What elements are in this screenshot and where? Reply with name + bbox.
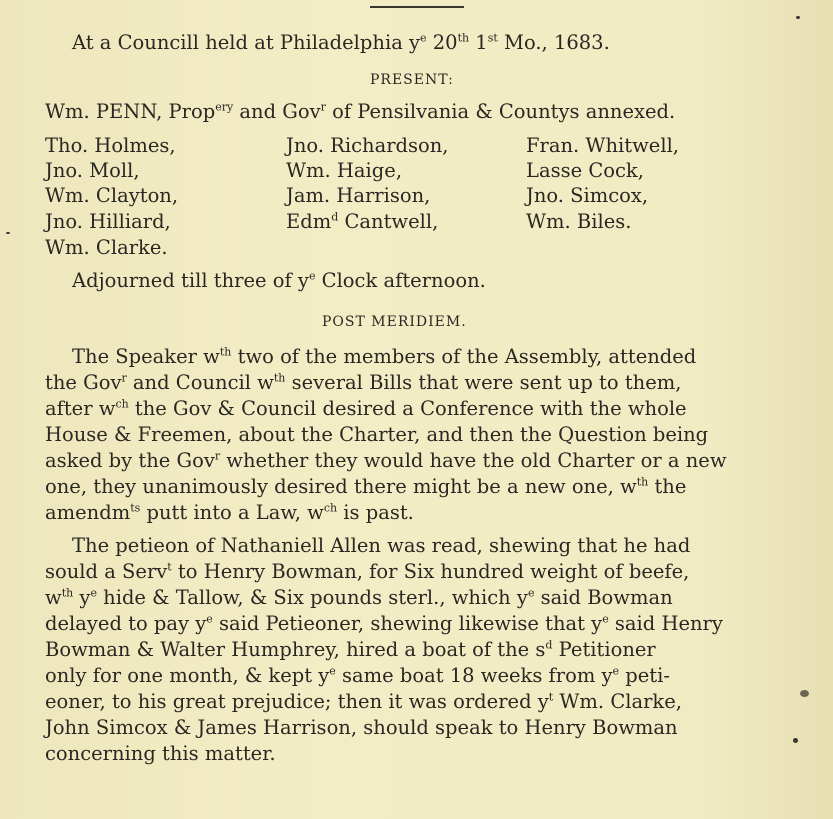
paragraph-line: asked by the Gov$^r$ whether they would have the old Charter or a new [45, 449, 727, 472]
member-name: Edm$^d$ Cantwell, [286, 210, 439, 233]
paragraph-line: sould a Serv$^t$ to Henry Bowman, for Six hundred weight of beefe, [45, 560, 690, 583]
member-name: Jno. Hilliard, [45, 210, 171, 233]
member-name: Tho. Holmes, [45, 134, 176, 157]
paragraph-line: Bowman & Walter Humphrey, hired a boat of the $s^d$ Petitioner [45, 638, 656, 661]
member-name: Jno. Richardson, [286, 134, 449, 157]
penn-line: Wm. PENN, Prop$^{ery}$ and Gov$^r$ of Pensilvania & Countys annexed. [45, 100, 676, 123]
paragraph-line: after $w^{ch}$ the Gov & Council desired a Conference with the whole [45, 397, 687, 420]
present-heading: PRESENT: [370, 72, 454, 88]
paragraph-line: The Speaker $w^{th}$ two of the members of the Assembly, attended [72, 345, 697, 368]
paragraph-line: John Simcox & James Harrison, should speak to Henry Bowman [45, 716, 678, 739]
paragraph-line: delayed to pay $y^e$ said Petieoner, shewing likewise that $y^e$ said Henry [45, 612, 723, 635]
adjourned-line: Adjourned till three of $y^e$ Clock afternoon. [72, 269, 486, 292]
member-name: Wm. Haige, [286, 159, 403, 182]
paragraph-line: the Gov$^r$ and Council $w^{th}$ several Bills that were sent up to them, [45, 371, 682, 394]
paragraph-line: only for one month, & kept $y^e$ same boat 18 weeks from $y^e$ peti- [45, 664, 670, 687]
member-name: Jno. Simcox, [526, 184, 649, 207]
member-name: Wm. Clayton, [45, 184, 179, 207]
paragraph-line: one, they unanimously desired there might be a new one, $w^{th}$ the [45, 475, 687, 498]
paragraph-line: eoner, to his great prejudice; then it was ordered $y^t$ Wm. Clarke, [45, 690, 682, 713]
paragraph-line: amendm$^{ts}$ putt into a Law, $w^{ch}$ is past. [45, 501, 414, 524]
member-name: Lasse Cock, [526, 159, 644, 182]
paragraph-line: $w^{th}$ $y^e$ hide & Tallow, & Six pounds sterl., which $y^e$ said Bowman [45, 586, 673, 609]
paragraph-line: concerning this matter. [45, 742, 276, 765]
post-meridiem-heading: POST MERIDIEM. [322, 314, 467, 330]
paragraph-line: The petieon of Nathaniell Allen was read, shewing that he had [72, 534, 691, 557]
paragraph-line: House & Freemen, about the Charter, and then the Question being [45, 423, 709, 446]
member-name: Jam. Harrison, [286, 184, 431, 207]
council-header: At a Councill held at Philadelphia $y^e$ 20th 1st Mo., 1683. [72, 31, 610, 54]
ink-speck [6, 232, 10, 234]
ink-speck [796, 16, 800, 19]
member-name: Wm. Biles. [526, 210, 632, 233]
top-rule [370, 6, 464, 8]
ink-speck [793, 738, 798, 743]
member-name: Fran. Whitwell, [526, 134, 680, 157]
member-name: Wm. Clarke. [45, 236, 168, 259]
member-name: Jno. Moll, [45, 159, 140, 182]
ink-speck [800, 690, 809, 697]
